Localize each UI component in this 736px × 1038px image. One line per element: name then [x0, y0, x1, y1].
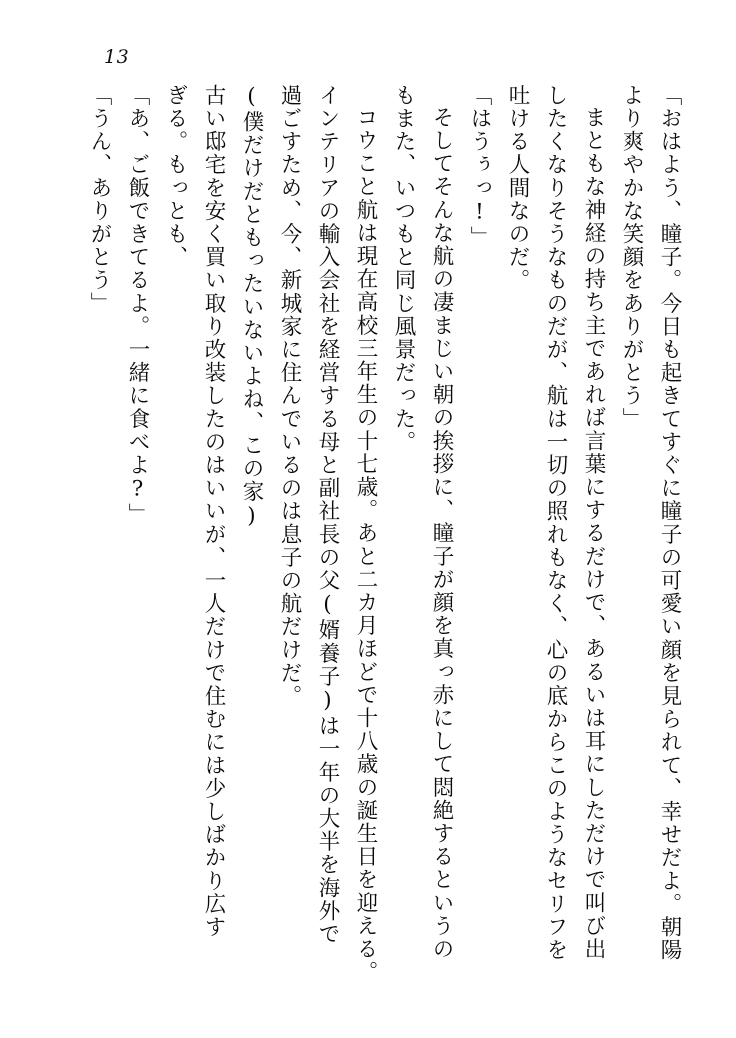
text-line: まともな神経の持ち主であれば言葉にするだけで、あるいは耳にしただけで叫び出 — [581, 106, 606, 961]
text-line: 「あ、ご飯できてるよ。一緒に食べよ?」 — [125, 84, 150, 527]
page-number: 13 — [104, 46, 130, 68]
text-line: より爽やかな笑顔をありがとう」 — [619, 84, 644, 431]
text-line: (僕だけだともったいないよね、この家) — [239, 84, 264, 530]
text-line: 過ごすため、今、新城家に住んでいるのは息子の航だけだ。 — [277, 84, 302, 708]
text-line: そしてそんな航の凄まじい朝の挨拶に、瞳子が顔を真っ赤にして悶絶するというの — [429, 106, 454, 961]
text-line: インテリアの輸入会社を経営する母と副社長の父(婿養子)は一年の大半を海外で — [315, 84, 340, 946]
text-line: 古い邸宅を安く買い取り改装したのはいいが、一人だけで住むには少しばかり広す — [201, 84, 226, 939]
text-line: 「うん、ありがとう」 — [87, 84, 112, 315]
text-line: ぎる。もっとも、 — [163, 84, 188, 269]
text-line: 「おはよう、瞳子。今日も起きてすぐに瞳子の可愛い顔を見られて、幸せだよ。朝陽 — [657, 84, 682, 962]
text-line: コウこと航は現在高校三年生の十七歳。あと二カ月ほどで十八歳の誕生日を迎える。 — [353, 106, 378, 984]
text-line: もまた、いつもと同じ風景だった。 — [391, 84, 416, 454]
vertical-text-body — [60, 84, 680, 984]
text-line: 吐ける人間なのだ。 — [505, 84, 530, 292]
text-line: したくなりそうなものだが、航は一切の照れもなく、心の底からこのようなセリフを — [543, 84, 568, 962]
text-line: 「はうぅっ!」 — [467, 84, 492, 250]
